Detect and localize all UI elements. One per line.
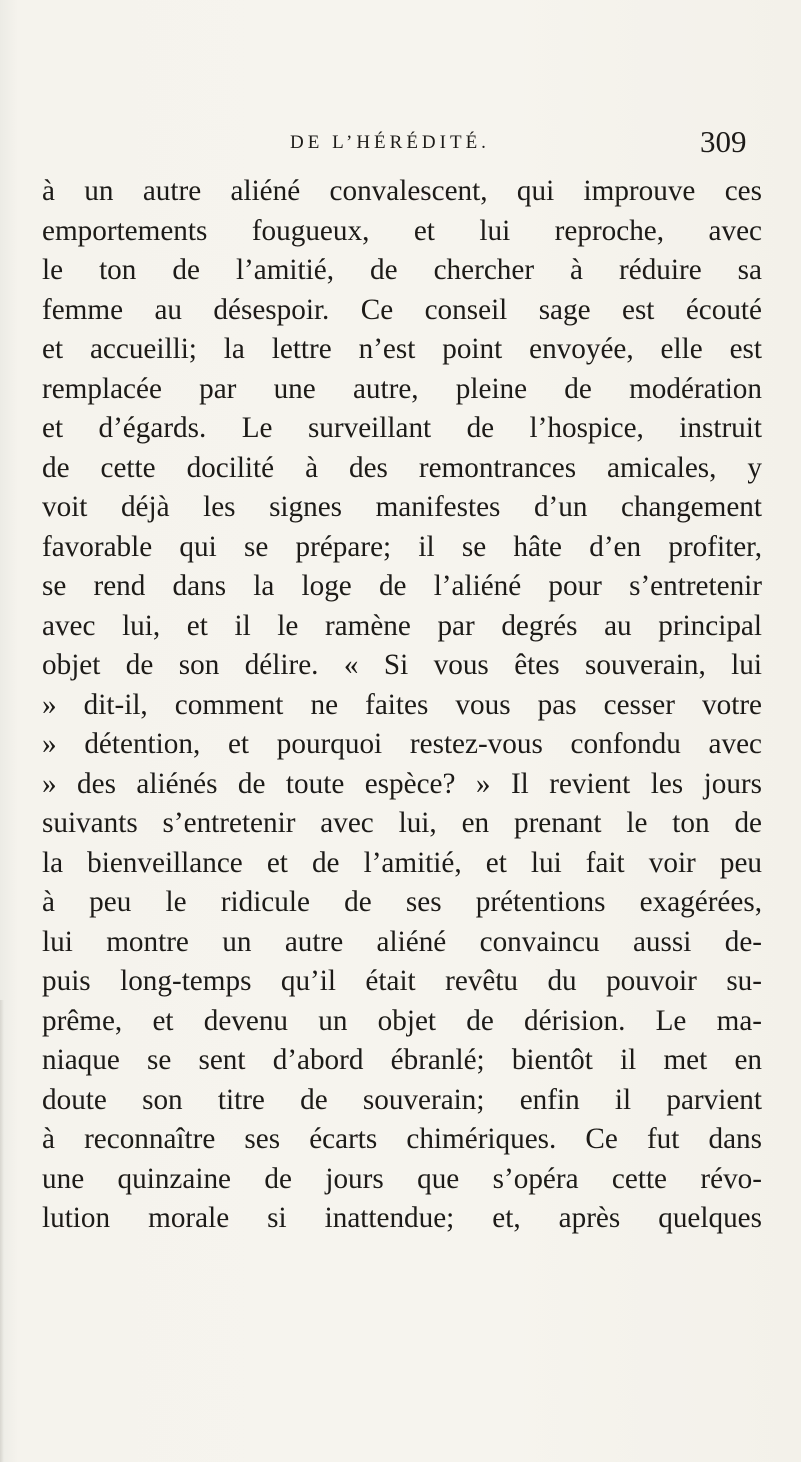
text-line: se rend dans la loge de l’aliéné pour s’entretenir <box>42 570 762 602</box>
text-line: » des aliénés de toute espèce? » Il revient les jours <box>42 767 762 800</box>
text-line: prême, et devenu un objet de dérision. Le ma- <box>42 1004 762 1037</box>
text-line: doute son titre de souverain; enfin il parvient <box>42 1083 762 1116</box>
text-line: suivants s’entretenir avec lui, en prenant le ton de <box>42 807 762 839</box>
text-line: une quinzaine de jours que s’opéra cette révo- <box>42 1162 762 1195</box>
text-line: voit déjà les signes manifestes d’un changement <box>42 491 762 523</box>
text-line: femme au désespoir. Ce conseil sage est écouté <box>42 293 762 326</box>
text-line: à reconnaître ses écarts chimériques. Ce fut dans <box>42 1123 762 1155</box>
text-line: emportements fougueux, et lui reproche, avec <box>42 214 762 247</box>
text-line: le ton de l’amitié, de chercher à réduire sa <box>42 254 762 286</box>
text-line: lution morale si inattendue; et, après quelques <box>42 1202 762 1234</box>
text-line: avec lui, et il le ramène par degrés au principal <box>42 609 762 642</box>
text-line: puis long-temps qu’il était revêtu du pouvoir su- <box>42 965 762 997</box>
text-line: à un autre aliéné convalescent, qui improuve ces <box>42 175 762 207</box>
text-line: la bienveillance et de l’amitié, et lui fait voir peu <box>42 846 762 879</box>
running-title: DE L’HÉRÉDITÉ. <box>290 132 490 153</box>
text-line: à peu le ridicule de ses prétentions exagérées, <box>42 886 762 918</box>
text-line: objet de son délire. « Si vous êtes souverain, lui <box>42 649 762 681</box>
text-line: et accueilli; la lettre n’est point envoyée, elle est <box>42 333 762 365</box>
page-edge-shadow <box>0 1000 4 1462</box>
text-line: » dit-il, comment ne faites vous pas cesser votre <box>42 688 762 721</box>
text-line: lui montre un autre aliéné convaincu aussi de- <box>42 925 762 958</box>
text-line: » détention, et pourquoi restez-vous confondu avec <box>42 728 762 760</box>
body-text <box>42 172 762 1239</box>
text-line: de cette docilité à des remontrances amicales, y <box>42 451 762 484</box>
text-line: niaque se sent d’abord ébranlé; bientôt il met en <box>42 1044 762 1076</box>
text-line: favorable qui se prépare; il se hâte d’en profiter, <box>42 530 762 563</box>
text-line: et d’égards. Le surveillant de l’hospice, instruit <box>42 412 762 444</box>
page-number: 309 <box>700 124 747 159</box>
text-line: remplacée par une autre, pleine de modération <box>42 372 762 405</box>
